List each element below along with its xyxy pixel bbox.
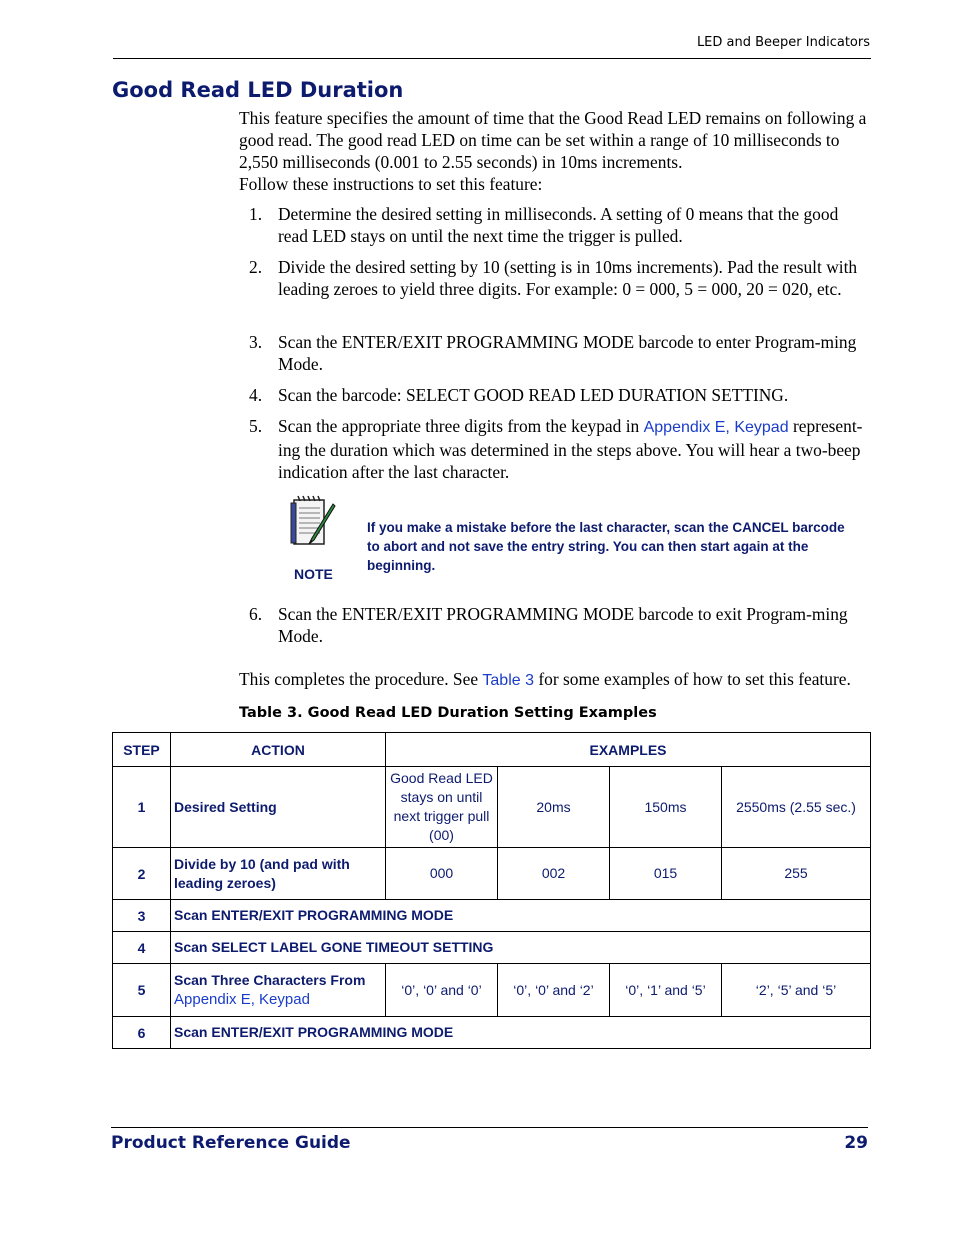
intro-paragraph: This feature specifies the amount of time that the Good Read LED remains on following a good read. The good read LED on time can be set within a range of 10 milliseconds to 2,550 milliseconds (0.001 to 2.55 seconds) in 10ms increments. [239, 108, 867, 172]
note-label: NOTE [294, 566, 333, 582]
table-row [113, 900, 871, 932]
action-cell [171, 964, 386, 1017]
footer-rule [111, 1127, 868, 1128]
completion-text-before: This completes the procedure. See [239, 669, 479, 689]
example-cell: 000 [386, 848, 498, 900]
table-caption: Table 3. Good Read LED Duration Setting Examples [239, 705, 657, 721]
step-cell: 4 [113, 932, 171, 964]
step-text: Scan the ENTER/EXIT PROGRAMMING MODE barcode to enter Program-ming Mode. [278, 332, 857, 374]
footer-title: Product Reference Guide [111, 1133, 351, 1153]
step-number: 1. [249, 204, 263, 224]
action-cell: Scan ENTER/EXIT PROGRAMMING MODE [171, 1017, 871, 1049]
notepad-pen-icon [288, 494, 340, 550]
header-rule [113, 58, 871, 59]
intro-block [239, 107, 871, 195]
step-cell: 3 [113, 900, 171, 932]
table-row [113, 1017, 871, 1049]
example-cell: ‘0’, ‘1’ and ‘5’ [610, 964, 722, 1017]
page-number: 29 [844, 1133, 868, 1153]
example-cell: ‘2’, ‘5’ and ‘5’ [722, 964, 871, 1017]
step-text: Scan the ENTER/EXIT PROGRAMMING MODE barcode to exit Program-ming Mode. [278, 604, 848, 646]
example-cell: 015 [610, 848, 722, 900]
action-text: Scan Three Characters From [174, 972, 366, 988]
step-cell: 2 [113, 848, 171, 900]
header-step: STEP [113, 733, 171, 767]
header-action: ACTION [171, 733, 386, 767]
step-cell: 6 [113, 1017, 171, 1049]
table-3-link[interactable]: Table 3 [482, 672, 534, 689]
step-text [278, 415, 871, 483]
header-examples: EXAMPLES [386, 733, 871, 767]
example-cell: ‘0’, ‘0’ and ‘2’ [498, 964, 610, 1017]
running-header: LED and Beeper Indicators [696, 35, 870, 50]
step-text: Scan the barcode: SELECT GOOD READ LED DURATION SETTING. [278, 385, 789, 405]
example-cell: 150ms [610, 767, 722, 848]
step-number: 2. [249, 257, 263, 277]
example-cell: ‘0’, ‘0’ and ‘0’ [386, 964, 498, 1017]
action-cell: Desired Setting [171, 767, 386, 848]
step-text: Determine the desired setting in milliseconds. A setting of 0 means that the good read LED stays on until the next time the trigger is pulled. [278, 204, 839, 246]
examples-table [112, 732, 871, 1049]
step-number: 5. [249, 416, 263, 436]
example-cell: 002 [498, 848, 610, 900]
step-number: 4. [249, 385, 263, 405]
action-cell: Divide by 10 (and pad with leading zeroes) [171, 848, 386, 900]
step-cell: 1 [113, 767, 171, 848]
appendix-e-keypad-link[interactable]: Appendix E, Keypad [174, 991, 310, 1008]
step-cell: 5 [113, 964, 171, 1017]
example-cell: 2550ms (2.55 sec.) [722, 767, 871, 848]
table-row [113, 848, 871, 900]
example-cell: Good Read LED stays on until next trigger pull (00) [386, 767, 498, 848]
note-text: If you make a mistake before the last character, scan the CANCEL barcode to abort and not save the entry string. You can then start again at the beginning. [367, 520, 845, 573]
table-row [113, 964, 871, 1017]
step-text-before-link: Scan the appropriate three digits from the keypad in [278, 416, 640, 436]
step-text: Divide the desired setting by 10 (setting is in 10ms increments). Pad the result with leading zeroes to yield three digits. For example: 0 = 000, 5 = 000, 20 = 020, etc. [278, 257, 858, 299]
action-cell: Scan SELECT LABEL GONE TIMEOUT SETTING [171, 932, 871, 964]
table-row [113, 932, 871, 964]
step-number: 6. [249, 604, 263, 624]
action-cell: Scan ENTER/EXIT PROGRAMMING MODE [171, 900, 871, 932]
section-title: Good Read LED Duration [112, 78, 404, 102]
completion-text-after: for some examples of how to set this feature. [538, 669, 851, 689]
appendix-e-keypad-link[interactable]: Appendix E, Keypad [643, 419, 789, 436]
example-cell: 20ms [498, 767, 610, 848]
table-row [113, 767, 871, 848]
table-header-row [113, 733, 871, 767]
completion-paragraph [239, 668, 851, 692]
instructions-lead: Follow these instructions to set this feature: [239, 174, 543, 194]
step-number: 3. [249, 332, 263, 352]
example-cell: 255 [722, 848, 871, 900]
step-text-after-link: represent-ing the duration which was determined in the steps above. You will hear a two-beep indication after the last character. [278, 416, 863, 482]
